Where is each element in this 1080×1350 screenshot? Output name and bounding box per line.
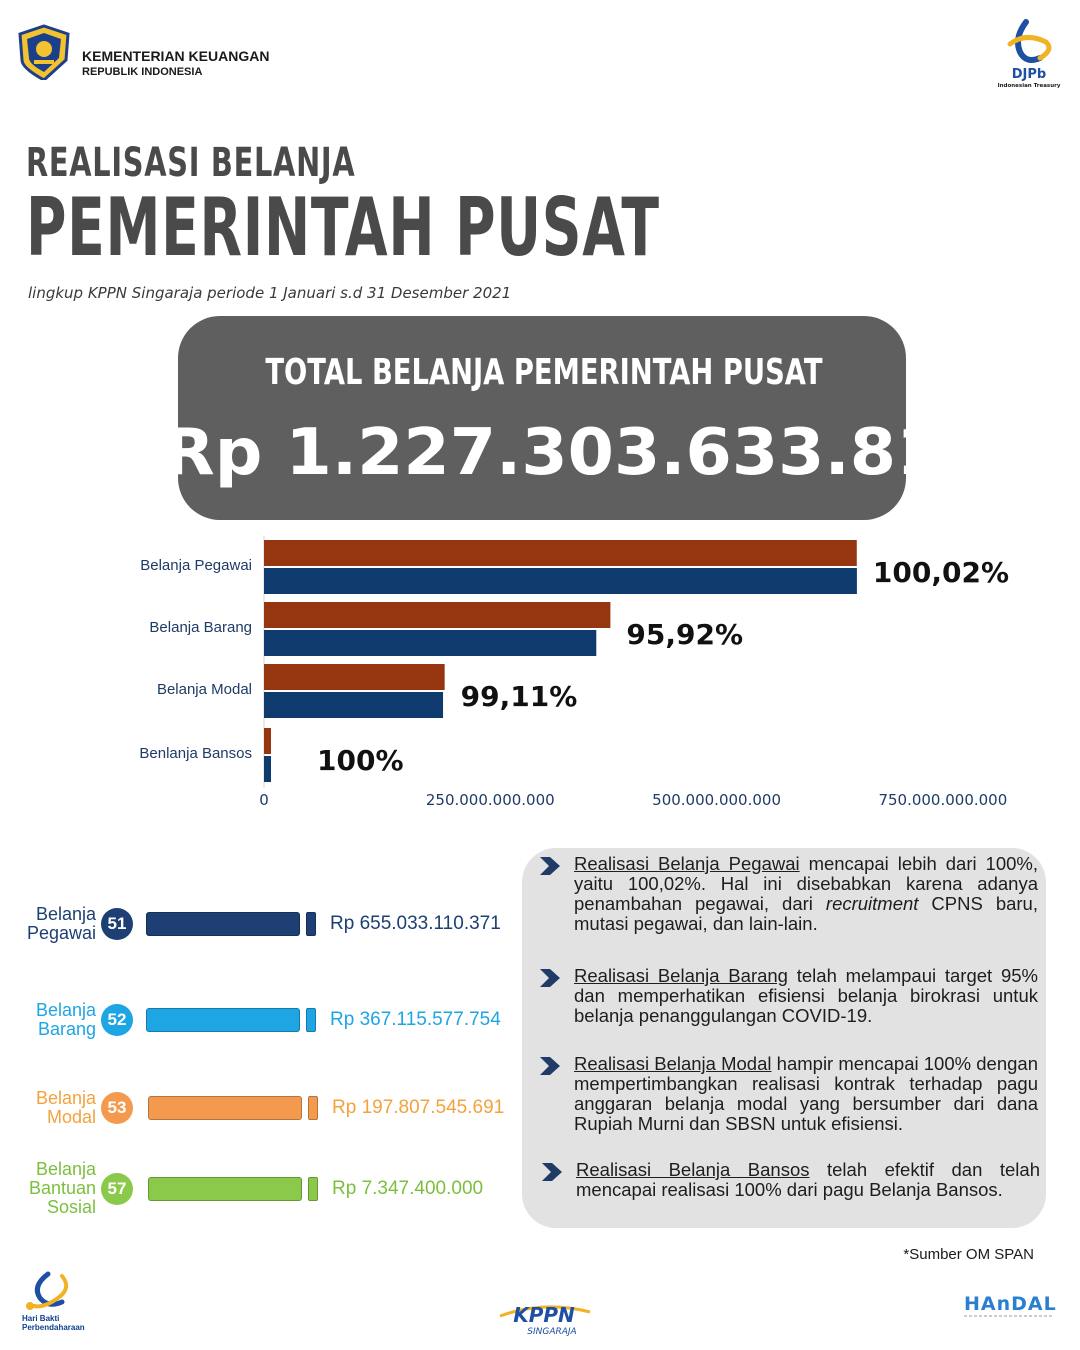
analysis-note-emphasis: recruitment [825,893,919,914]
kppn-logo-subtext: SINGARAJA [527,1327,577,1337]
analysis-note-text: Realisasi Belanja Pegawai mencapai lebih dari 100%, yaitu 100,02%. Hal ini disebabkan karena adanya penambahan pegawai, dari recruitment CPNS baru, mutasi pegawai, dan lain-lain. [574,853,1038,934]
hari-bakti-perbendaharaan-text [22,1314,85,1332]
hbp-line-1: Hari Bakti [22,1314,60,1323]
spending-detail-bar [148,1177,302,1201]
analysis-note-heading: Realisasi Belanja Barang [574,965,788,986]
org-name: KEMENTERIAN KEUANGAN [82,48,270,64]
analysis-note-heading: Realisasi Belanja Bansos [576,1159,810,1180]
spending-detail-bar-tip [306,1008,316,1032]
djpb-logo-subtext: Indonesian Treasury [997,83,1061,89]
account-code-badge: 51 [101,908,133,940]
spending-detail-label [36,1001,96,1039]
account-code-badge: 57 [101,1173,133,1205]
analysis-note [540,1160,1040,1200]
chart-category-label: Belanja Barang [149,619,252,636]
chevron-right-icon [538,968,562,988]
spending-bar-chart [0,530,1080,820]
chart-x-tick-label: 250.000.000.000 [425,791,555,809]
analysis-note-heading: Realisasi Belanja Modal [574,1053,772,1074]
data-source: *Sumber OM SPAN [903,1246,1034,1263]
spending-detail-label-line: Belanja [35,904,96,924]
chart-x-tick-label: 0 [259,791,269,809]
analysis-note-text: Realisasi Belanja Modal hampir mencapai 100% dengan mempertimbangkan realisasi kontrak terhadap pagu anggaran belanja modal yang bersumber dari dana Rupiah Murni dan SBSN untuk efisiensi. [574,1053,1038,1134]
handal-logo-text: HAnDAL [964,1293,1057,1315]
org-subtitle: REPUBLIK INDONESIA [82,66,203,78]
kppn-logo-text: KPPN [513,1303,575,1327]
spending-detail-amount: Rp 655.033.110.371 [330,913,501,934]
chevron-right-icon [540,1162,564,1182]
spending-detail-bar [148,1096,302,1120]
chart-bar [264,568,857,594]
spending-detail-label-line: Belanja [35,1088,96,1108]
spending-detail-row [0,902,520,962]
chart-data-label: 100,02% [872,556,1010,589]
spending-detail-amount: Rp 367.115.577.754 [330,1009,501,1030]
account-code-badge: 53 [101,1092,133,1124]
chart-data-label: 99,11% [460,680,578,713]
spending-detail-label-line: Sosial [46,1197,96,1217]
chart-category-label: Benlanja Bansos [139,745,252,762]
chart-bar [264,630,596,656]
total-spending-value: Rp 1.227.303.633.816 [163,416,989,490]
spending-detail-bar-tip [306,912,316,936]
spending-detail-label-line: Modal [46,1107,96,1127]
spending-detail-bar [146,912,300,936]
handal-logo [962,1290,1062,1320]
chart-category-label: Belanja Pegawai [140,557,252,574]
total-spending-label: TOTAL BELANJA PEMERINTAH PUSAT [265,352,823,393]
chart-bar [264,756,271,782]
spending-detail-row [0,998,520,1058]
spending-detail-label-line: Barang [37,1019,96,1039]
djpb-logo-text: DJPb [1011,67,1047,82]
kppn-singaraja-logo [494,1298,594,1338]
kemenkeu-logo [16,24,72,80]
account-code-badge: 52 [101,1004,133,1036]
chart-data-label: 95,92% [626,618,744,651]
total-spending-card [163,316,989,520]
spending-detail-label-line: Belanja [35,1000,96,1020]
spending-detail-label [36,1089,96,1127]
analysis-note-text: Realisasi Belanja Barang telah melampaui target 95% dan memperhatikan efisiensi belanja birokrasi untuk belanja penanggulangan COVID-19. [574,965,1038,1026]
spending-detail-label-line: Pegawai [26,923,96,943]
chevron-right-icon [538,856,562,876]
chart-x-tick-label: 750.000.000.000 [878,791,1008,809]
analysis-note [538,966,1038,1026]
chevron-right-icon [538,1056,562,1076]
chart-x-tick-label: 500.000.000.000 [652,791,781,809]
spending-detail-row [0,1086,520,1146]
spending-detail-label-line: Belanja [35,1159,96,1179]
chart-bar [264,728,271,754]
chart-category-label: Belanja Modal [156,681,252,698]
spending-detail-row [0,1160,520,1220]
chart-bar [264,692,443,718]
djpb-logo [996,18,1062,90]
analysis-note-heading: Realisasi Belanja Pegawai [574,853,800,874]
spending-detail-amount: Rp 197.807.545.691 [332,1097,505,1118]
spending-detail-label [27,905,96,943]
chart-bar [264,540,857,566]
spending-detail-amount: Rp 7.347.400.000 [332,1178,484,1199]
title-line-2: PEMERINTAH PUSAT [26,181,660,274]
spending-detail-label [29,1160,96,1217]
spending-detail-bar-tip [308,1177,318,1201]
spending-detail-bar-tip [308,1096,318,1120]
chart-data-label: 100% [317,744,404,777]
analysis-note [538,1054,1038,1134]
chart-bar [264,602,610,628]
period-subtitle: lingkup KPPN Singaraja periode 1 Januari s.d 31 Desember 2021 [28,284,512,302]
chart-bar [264,664,445,690]
spending-detail-bar [146,1008,300,1032]
hbp-line-2: Perbendaharaan [22,1323,85,1332]
spending-detail-label-line: Bantuan [28,1178,96,1198]
analysis-note-text: Realisasi Belanja Bansos telah efektif dan telah mencapai realisasi 100% dari pagu Belanja Bansos. [576,1159,1040,1200]
analysis-notes-panel [522,848,1046,1228]
analysis-note [538,854,1038,934]
title-line-1: REALISASI BELANJA [26,140,356,186]
